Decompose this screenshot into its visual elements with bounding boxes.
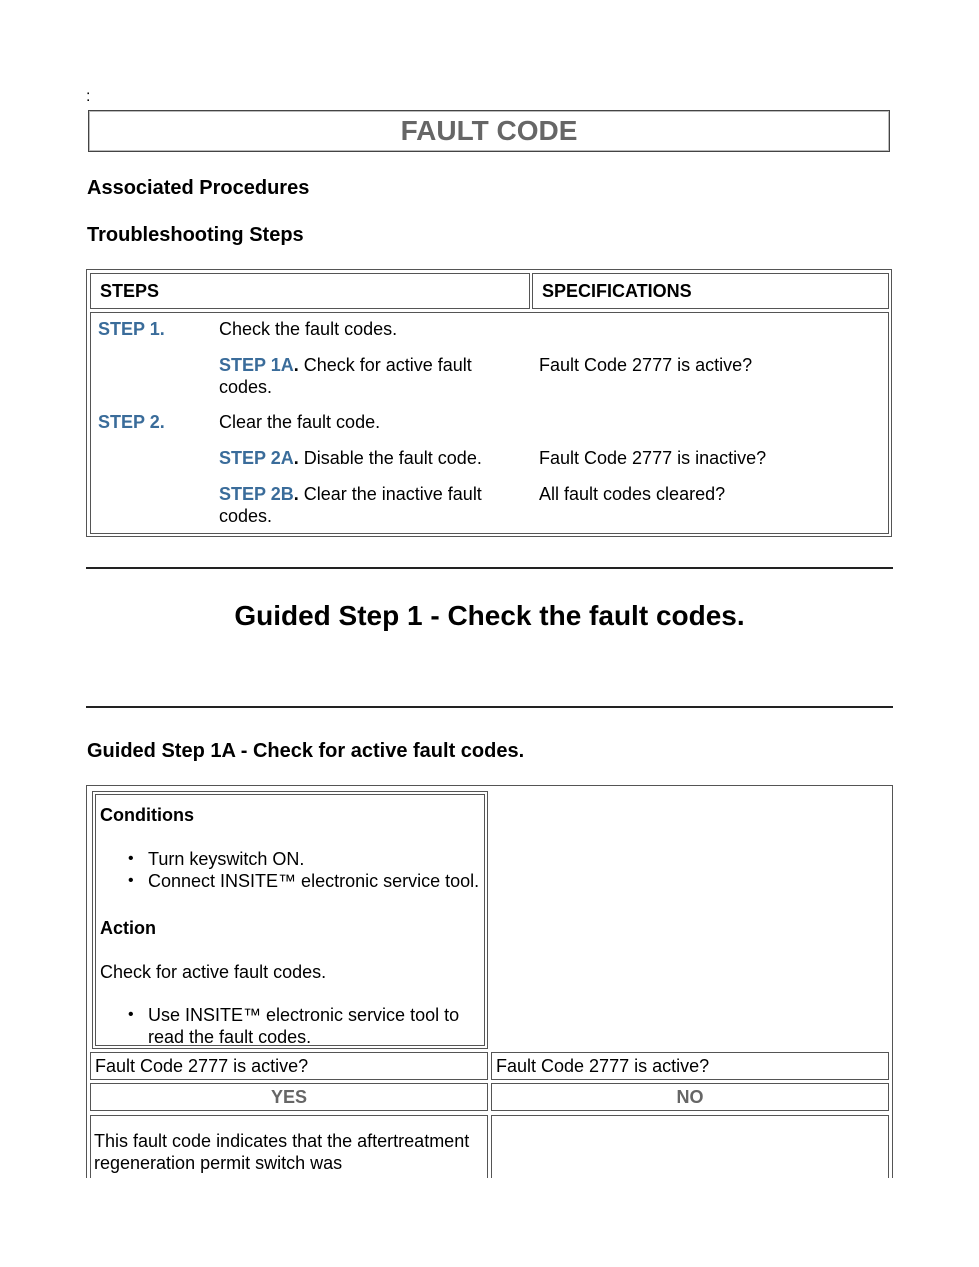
specifications-column-header: SPECIFICATIONS — [532, 273, 889, 309]
action-list — [100, 1004, 480, 1048]
list-item: • Connect INSITE™ electronic service tool. — [100, 870, 480, 892]
steps-body — [90, 312, 889, 534]
troubleshooting-steps-table — [86, 269, 892, 537]
yes-header: YES — [90, 1083, 488, 1111]
step2b-label: STEP 2B — [219, 484, 294, 504]
step2a-spec: Fault Code 2777 is inactive? — [539, 448, 767, 468]
step2a-row — [219, 447, 529, 469]
step1-label: STEP 1. — [98, 319, 165, 339]
troubleshooting-steps-heading: Troubleshooting Steps — [87, 224, 304, 246]
action-text: Check for active fault codes. — [100, 962, 327, 982]
yes-result-text: This fault code indicates that the aftertreatment regeneration permit switch was — [94, 1131, 470, 1173]
step1a-dot: . — [293, 355, 299, 375]
page-title: FAULT CODE — [88, 110, 890, 152]
associated-procedures-heading: Associated Procedures — [87, 177, 310, 199]
step2b-dot: . — [293, 484, 299, 504]
divider — [86, 567, 893, 569]
action-title: Action — [100, 918, 156, 938]
step1a-row — [219, 354, 519, 398]
step2a-label: STEP 2A — [219, 448, 294, 468]
step1a-text: Check for active fault codes. — [219, 355, 472, 397]
conditions-title: Conditions — [100, 805, 194, 825]
page-bottom-margin — [0, 1178, 979, 1267]
guided-step-1-heading: Guided Step 1 - Check the fault codes. — [234, 600, 745, 631]
list-item: • Use INSITE™ electronic service tool to read the fault codes. — [100, 1004, 480, 1048]
step2b-spec: All fault codes cleared? — [539, 484, 726, 504]
question-left: Fault Code 2777 is active? — [90, 1052, 488, 1080]
guided-step-table — [86, 785, 893, 1205]
conditions-action-panel — [92, 791, 488, 1049]
no-header: NO — [491, 1083, 889, 1111]
step2b-row — [219, 483, 519, 527]
conditions-list — [100, 848, 480, 892]
divider — [86, 706, 893, 708]
question-right: Fault Code 2777 is active? — [491, 1052, 889, 1080]
step2-text: Clear the fault code. — [219, 412, 381, 432]
step2b-text: Clear the inactive fault codes. — [219, 484, 482, 526]
leading-colon: : — [86, 88, 91, 105]
list-item: • Turn keyswitch ON. — [100, 848, 480, 870]
guided-step-1a-heading: Guided Step 1A - Check for active fault codes. — [87, 740, 525, 762]
step1a-spec: Fault Code 2777 is active? — [539, 355, 753, 375]
step2a-text: Disable the fault code. — [298, 448, 482, 468]
step2-label: STEP 2. — [98, 412, 165, 432]
step1-text: Check the fault codes. — [219, 319, 398, 339]
step1a-label: STEP 1A — [219, 355, 294, 375]
steps-column-header: STEPS — [90, 273, 530, 309]
step2a-dot: . — [293, 448, 299, 468]
